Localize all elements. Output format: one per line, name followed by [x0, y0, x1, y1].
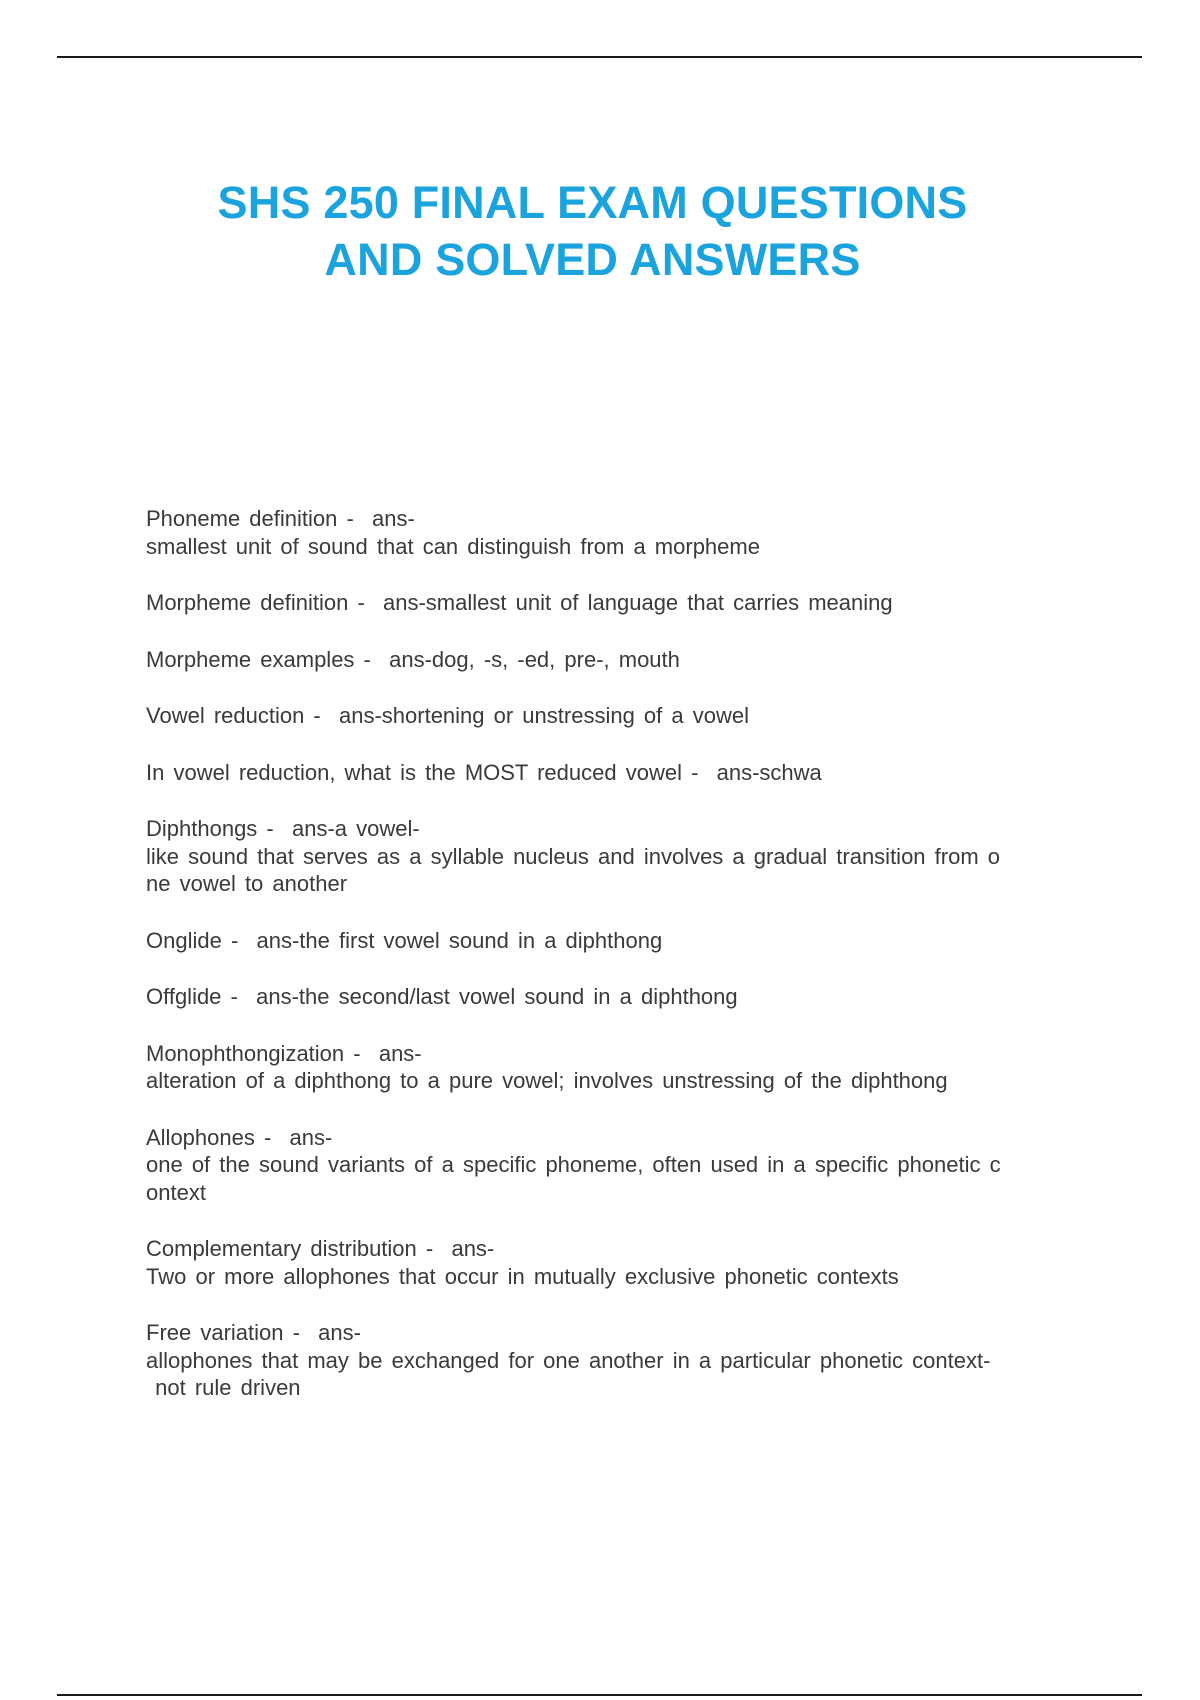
- qa-answer: ans-dog, -s, -ed, pre-, mouth: [389, 646, 680, 672]
- qa-answer: ans- one of the sound variants of a specific phoneme, often used in a specific phonetic c ontext: [146, 1124, 1001, 1205]
- qa-item: [146, 646, 1086, 674]
- top-rule: [57, 56, 1142, 58]
- title-line-1: SHS 250 FINAL EXAM QUESTIONS: [217, 177, 968, 229]
- qa-answer: ans- smallest unit of sound that can distinguish from a morpheme: [146, 506, 760, 559]
- title-line-2: AND SOLVED ANSWERS: [324, 234, 861, 286]
- qa-item: [146, 589, 1086, 617]
- qa-item: [146, 1319, 1086, 1402]
- qa-answer: ans-shortening or unstressing of a vowel: [338, 703, 749, 728]
- qa-term: In vowel reduction, what is the MOST reduced vowel -: [146, 759, 717, 785]
- qa-answer: ans-smallest unit of language that carries meaning: [383, 590, 893, 615]
- qa-item: [146, 1124, 1086, 1207]
- qa-term: Monophthongization -: [146, 1040, 379, 1066]
- qa-term: Free variation -: [146, 1320, 319, 1345]
- qa-item: [146, 927, 1086, 955]
- qa-term: Offglide -: [146, 984, 257, 1009]
- qa-term: Allophones -: [146, 1124, 290, 1150]
- qa-term: Morpheme definition -: [146, 590, 383, 615]
- qa-item: [146, 815, 1086, 898]
- qa-answer: ans-the first vowel sound in a diphthong: [256, 927, 663, 953]
- qa-term: Onglide -: [146, 927, 257, 953]
- qa-answer: ans- alteration of a diphthong to a pure vowel; involves unstressing of the diphthong: [146, 1040, 948, 1093]
- qa-term: Phoneme definition -: [146, 506, 373, 531]
- document-title: [0, 174, 1185, 288]
- qa-answer: ans- allophones that may be exchanged for one another in a particular phonetic context- not rule driven: [146, 1320, 991, 1400]
- qa-answer: ans-a vowel- like sound that serves as a syllable nucleus and involves a gradual transition from o ne vowel to another: [146, 816, 1001, 896]
- qa-item: [146, 1040, 1086, 1095]
- qa-item: [146, 759, 1086, 787]
- qa-term: Diphthongs -: [146, 816, 292, 841]
- bottom-rule: [57, 1694, 1142, 1696]
- qa-answer: ans-schwa: [716, 759, 822, 785]
- qa-item: [146, 505, 1086, 560]
- qa-list: [146, 505, 1086, 1431]
- qa-item: [146, 1235, 1086, 1290]
- qa-item: [146, 983, 1086, 1011]
- qa-term: Morpheme examples -: [146, 646, 390, 672]
- qa-answer: ans-the second/last vowel sound in a diphthong: [256, 984, 738, 1009]
- qa-answer: ans- Two or more allophones that occur in mutually exclusive phonetic contexts: [146, 1236, 899, 1289]
- qa-term: Complementary distribution -: [146, 1236, 452, 1261]
- qa-term: Vowel reduction -: [146, 703, 339, 728]
- qa-item: [146, 702, 1086, 730]
